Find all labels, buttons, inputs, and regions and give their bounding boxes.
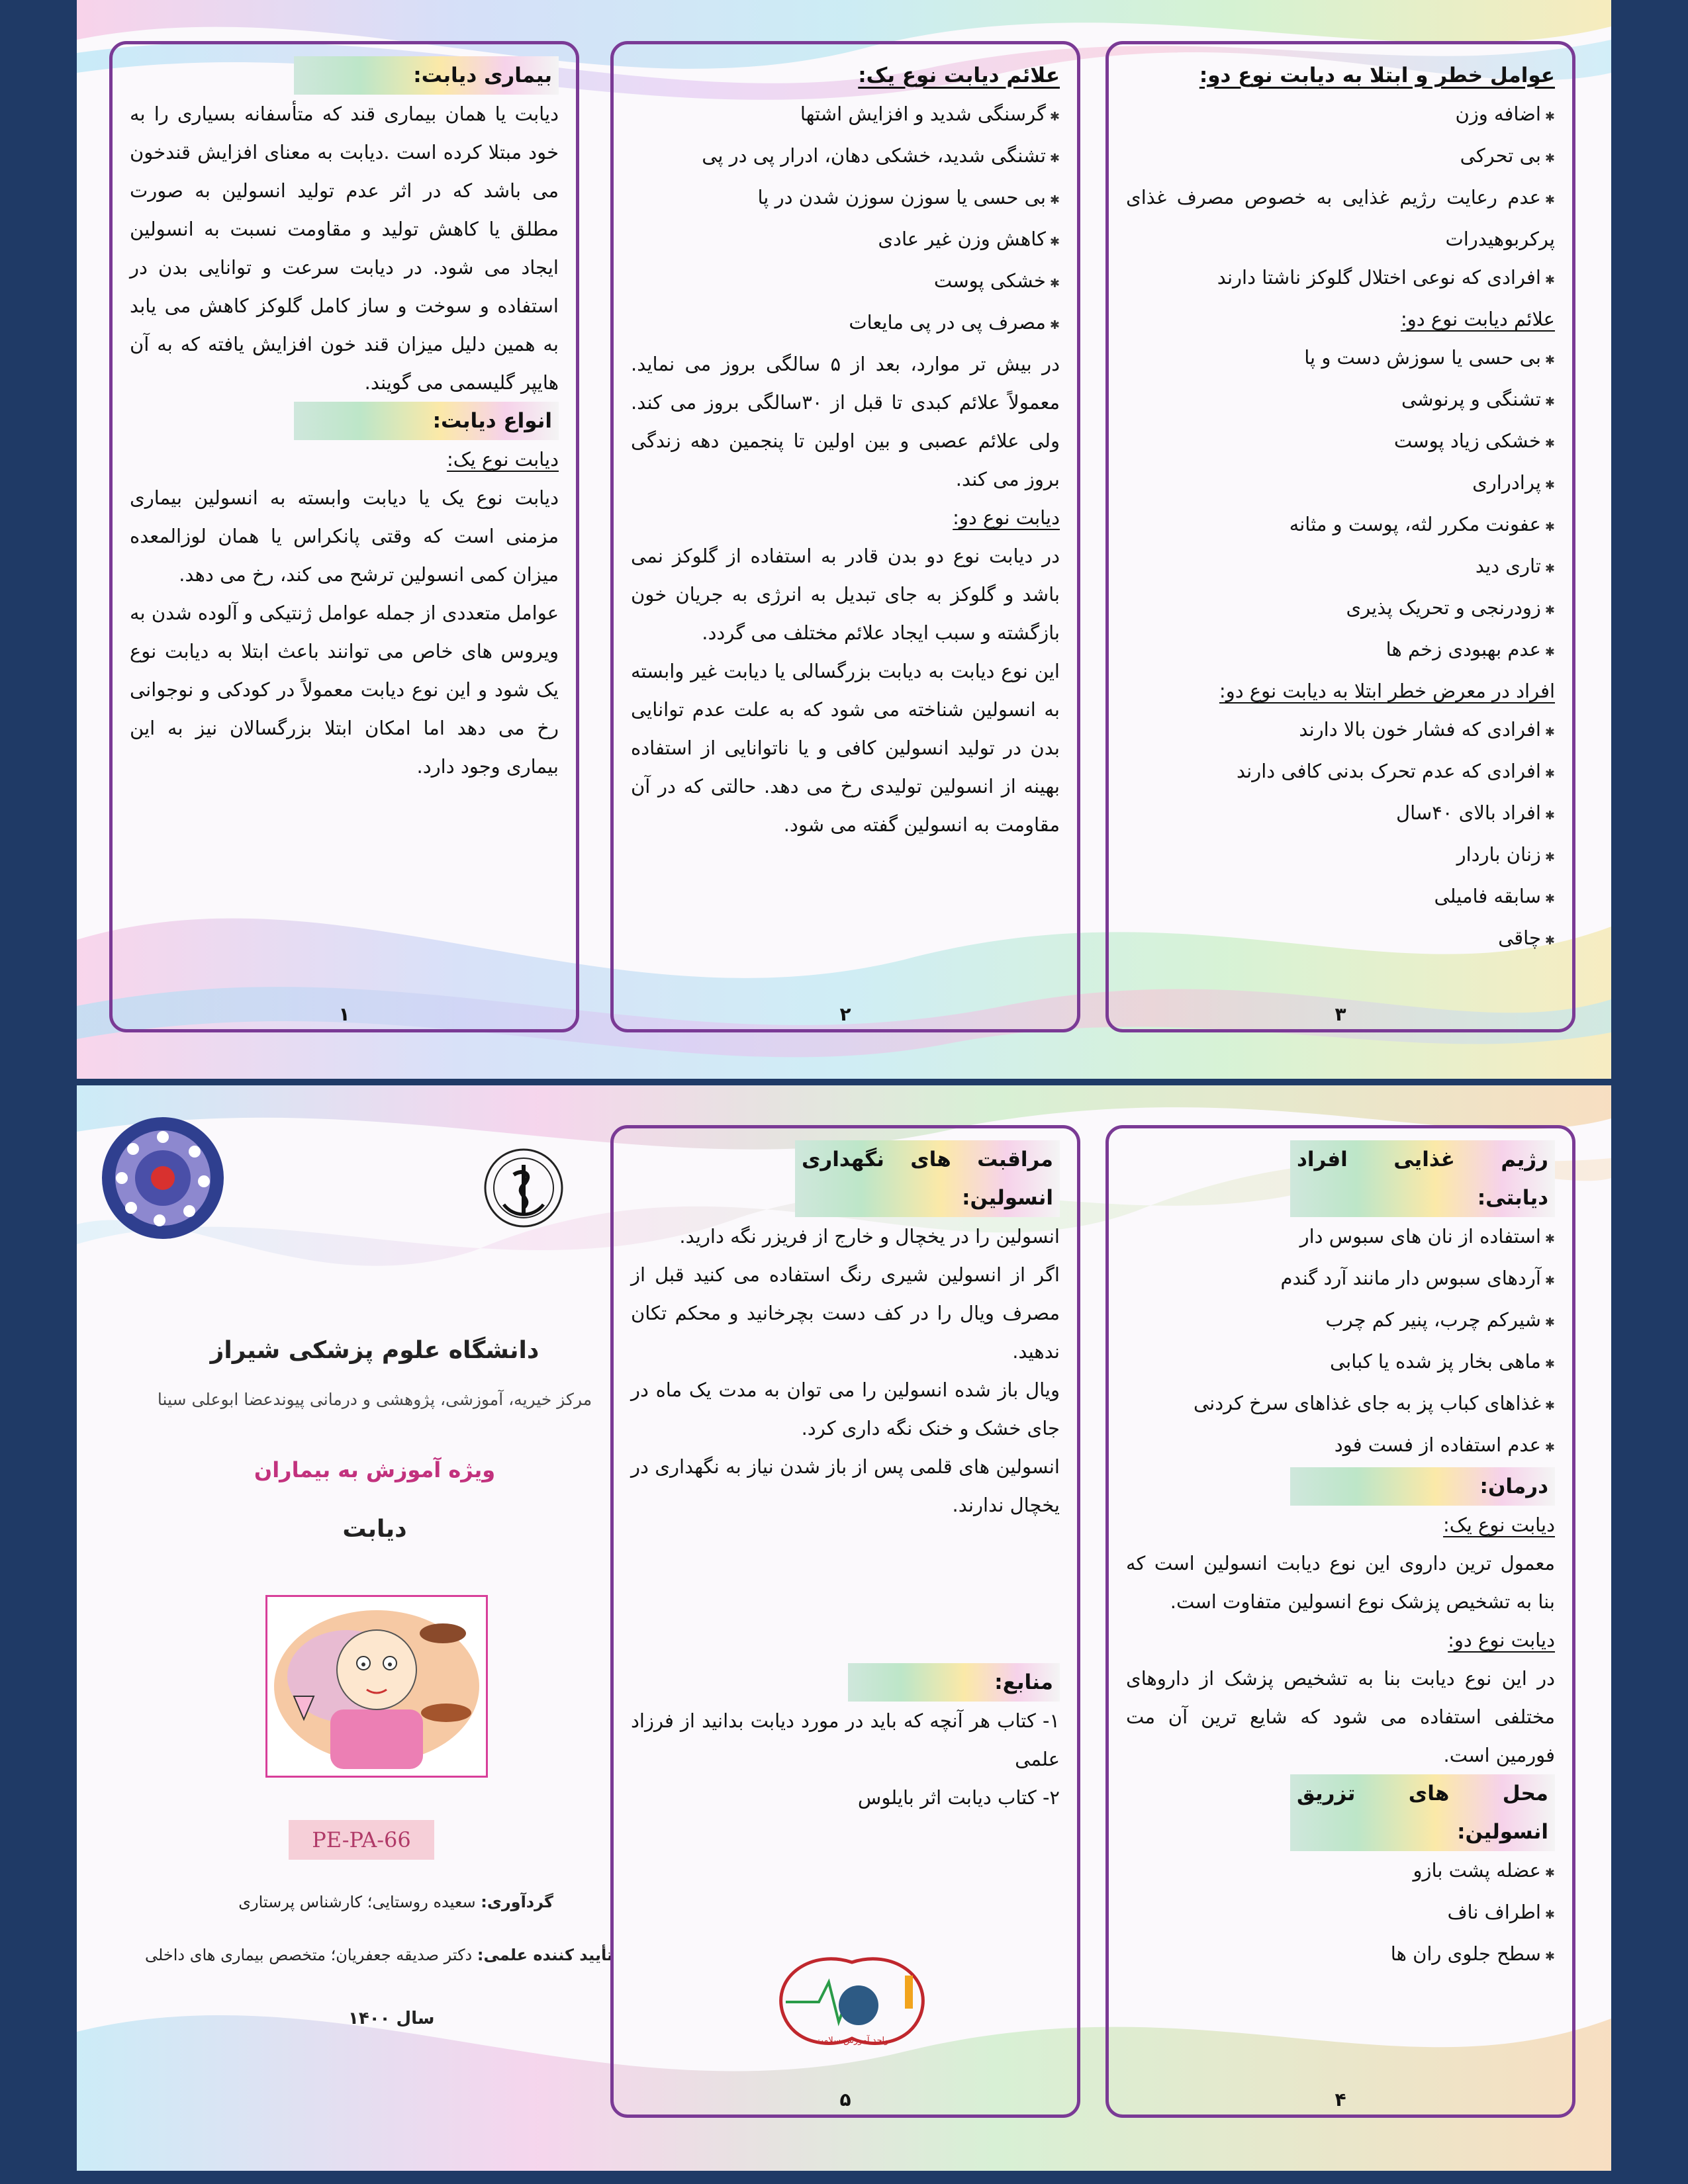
list-item: ✱ عدم رعایت رژیم غذایی به خصوص مصرف غذای پرکربوهیدرات	[1126, 178, 1555, 258]
page-number: ۴	[1335, 2089, 1346, 2111]
list-item: ✱ خشکی پوست	[631, 261, 1060, 303]
care-item: انسولین های قلمی پس از باز شدن نیاز به نگهداری در یخچال ندارند.	[631, 1455, 1060, 1516]
list-item: ✱ تشنگی و پرنوشی	[1126, 380, 1555, 422]
brochure-topic: دیابت	[342, 1516, 407, 1543]
care-item: اگر از انسولین شیری رنگ استفاده می کنید قبل از مصرف ویال را در کف دست بچرخانید و محکم تکان ندهید.	[631, 1263, 1060, 1363]
list-item: ✱ عدم استفاده از فست فود	[1126, 1426, 1555, 1467]
care-item: انسولین را در یخچال و خارج از فریزر نگه دارید.	[679, 1225, 1060, 1248]
subheading-type1: دیابت نوع یک:	[447, 448, 559, 471]
heading-risk-factors: عوامل خطر و ابتلا به دیابت نوع دو:	[1199, 64, 1555, 87]
list-item: ✱ زودرنجی و تحریک پذیری	[1126, 588, 1555, 630]
list-item: ✱ ماهی بخار پز شده یا کبابی	[1126, 1342, 1555, 1384]
heading-diet: رژیم غذایی افراد دیابتی:	[1290, 1140, 1555, 1217]
diabetes-illustration	[265, 1595, 488, 1778]
onset-note: در بیش تر موارد، بعد از ۵ سالگی بروز می نماید. معمولاً علائم کبدی تا قبل از ۳۰سالگی بروز می کند. ولی علائم عصبی و بین اولین تا پنجمین دهه زندگی بروز می کند.	[631, 353, 1060, 490]
subheading-treatment-type1: دیابت نوع یک:	[1443, 1514, 1555, 1536]
list-item: ✱ مصرف پی در پی مایعات	[631, 303, 1060, 345]
approver-name: دکتر صدیقه جعفریان؛ متخصص بیماری های داخلی	[144, 1946, 473, 1964]
panel-3-type2-risks	[1105, 41, 1575, 1032]
panel-5-insulin-care	[610, 1125, 1080, 2118]
list-item: ✱ افرادی که فشار خون بالا دارند	[1126, 710, 1555, 752]
heading-insulin-care: مراقبت های نگهداری انسولین:	[795, 1140, 1060, 1217]
page-number: ۳	[1335, 1003, 1346, 1025]
list-item: ✱ اطراف ناف	[1126, 1893, 1555, 1934]
panel-1-diabetes-intro	[109, 41, 579, 1032]
page-number: ۱	[338, 1003, 350, 1025]
type2-text-2: این نوع دیابت به دیابت بزرگسالی یا دیابت غیر وابسته به انسولین شناخته می شود که به علت عدم توانایی بدن در تولید انسولین کافی و یا ناتوانایی از استفاده بهینه از انسولین تولیدی رخ می دهد. حالتی که در آن مقاومت به انسولین گفته می شود.	[631, 660, 1060, 836]
year-value: ۱۴۰۰	[348, 2009, 391, 2028]
panel-2-type1-symptoms	[610, 41, 1080, 1032]
list-item: ✱ اضافه وزن	[1126, 95, 1555, 136]
list-item: ✱ شیرکم چرب، پنیر کم چرب	[1126, 1300, 1555, 1342]
list-item: ✱ افرادی که نوعی اختلال گلوکز ناشتا دارند	[1126, 258, 1555, 300]
page-number: ۵	[839, 2089, 851, 2111]
list-item: ✱ افرادی که عدم تحرک بدنی کافی دارند	[1126, 752, 1555, 794]
list-item: ✱ عفونت مکرر لثه، پوست و مثانه	[1126, 505, 1555, 547]
treatment-type2-text: در این نوع دیابت بنا به تشخیص پزشک از داروهای مختلفی استفاده می شود که شایع ترین آن مت فورمین است.	[1126, 1667, 1555, 1766]
collector-line	[110, 1893, 639, 1911]
approver-line	[110, 1946, 639, 1964]
page-number: ۲	[839, 1003, 851, 1025]
unit-logo-text: واحد آموزش سلامت	[815, 2036, 889, 2046]
heading-sources: منابع:	[848, 1663, 1060, 1702]
patient-education-label: ویژه آموزش به بیماران	[254, 1457, 496, 1482]
list-item: ✱ زنان باردار	[1126, 835, 1555, 877]
treatment-type1-text: معمول ترین داروی این نوع دیابت انسولین است که بنا به تشخیص پزشک نوع انسولین متفاوت است.	[1126, 1552, 1555, 1613]
source-item: ۱- کتاب هر آنچه که باید در مورد دیابت بدانید از فرزاد علمی	[631, 1709, 1060, 1770]
list-item: ✱ سابقه فامیلی	[1126, 877, 1555, 919]
diabetes-intro-text: دیابت یا همان بیماری قند که متأسفانه بسیاری را به خود مبتلا کرده است .دیابت به معنای افزایش قندخون می باشد که در اثر عدم تولید انسولین به صورت مطلق یا کاهش تولید و مقاومت نسبت به انسولین ایجاد می شود. در دیابت سرعت و توانایی بدن در استفاده و سوخت و ساز کامل گلوکز کاهش می یابد به همین دلیل میزان قند خون افزایش یافته که به آن هایپر گلیسمی می گویند.	[130, 103, 559, 394]
list-item: ✱ کاهش وزن غیر عادی	[631, 220, 1060, 261]
brochure-inside-sheet	[77, 1085, 1611, 2171]
cover-panel	[110, 1118, 639, 2151]
list-item: ✱ چاقی	[1126, 919, 1555, 960]
list-item: ✱ تشنگی شدید، خشکی دهان، ادرار پی در پی	[631, 136, 1060, 178]
list-item: ✱ غذاهای کباب پز به جای غذاهای سرخ کردنی	[1126, 1384, 1555, 1426]
subheading-at-risk: افراد در معرض خطر ابتلا به دیابت نوع دو:	[1219, 680, 1555, 702]
list-item: ✱ استفاده از نان های سبوس دار	[1126, 1217, 1555, 1259]
document-code: PE-PA-66	[289, 1820, 434, 1860]
year-label: سال	[396, 2009, 435, 2028]
heading-type1-symptoms: علائم دیابت نوع یک:	[858, 64, 1060, 87]
list-item: ✱ خشکی زیاد پوست	[1126, 422, 1555, 463]
brochure-outside-sheet	[77, 0, 1611, 1079]
list-item: ✱ افراد بالای ۴۰سال	[1126, 794, 1555, 835]
center-name: مرکز خیریه، آموزشی، پژوهشی و درمانی پیوندعضا ابوعلی سینا	[157, 1390, 592, 1409]
care-item: ویال باز شده انسولین را می توان به مدت یک ماه در جای خشک و خنک نگه داری کرد.	[631, 1379, 1060, 1439]
list-item: ✱ آردهای سبوس دار مانند آرد گندم	[1126, 1259, 1555, 1300]
list-item: ✱ عدم بهبودی زخم ها	[1126, 630, 1555, 672]
heading-types: انواع دیابت:	[294, 402, 559, 440]
heading-injection-sites: محل های تزریق انسولین:	[1290, 1774, 1555, 1851]
list-item: ✱ عضله پشت بازو	[1126, 1851, 1555, 1893]
subheading-treatment-type2: دیابت نوع دو:	[1448, 1629, 1555, 1651]
collector-label: گردآوری:	[481, 1893, 553, 1911]
list-item: ✱ تاری دید	[1126, 547, 1555, 588]
organ-transplant-center-logo	[97, 1112, 229, 1244]
list-item: ✱ بی حسی یا سوزش دست و پا	[1126, 338, 1555, 380]
health-education-unit-logo	[766, 1949, 938, 2048]
source-item: ۲- کتاب دیابت اثر بایلوس	[857, 1786, 1060, 1809]
type1-cause-text: عوامل متعددی از جمله عوامل ژنتیکی و آلوده شدن به ویروس های خاص می توانند باعث ابتلا به دیابت نوع یک شود و این نوع دیابت معمولاً در کودکی و نوجوانی رخ می دهد اما امکان ابتلا بزرگسالان نیز به این بیماری وجود دارد.	[130, 602, 559, 778]
panel-4-diet-treatment	[1105, 1125, 1575, 2118]
list-item: ✱ گرسنگی شدید و افزایش اشتها	[631, 95, 1060, 136]
type2-text: در دیابت نوع دو بدن قادر به استفاده از گلوکز نمی باشد و گلوکز به جای تبدیل به انرژی به جریان خون بازگشته و سبب ایجاد علائم مختلف می گردد.	[631, 545, 1060, 644]
list-item: ✱ بی تحرکی	[1126, 136, 1555, 178]
subheading-type2-symptoms: علائم دیابت نوع دو:	[1400, 308, 1555, 330]
shiraz-university-logo	[477, 1142, 570, 1241]
university-name: دانشگاه علوم پزشکی شیراز	[210, 1337, 539, 1364]
type1-text: دیابت نوع یک یا دیابت وابسته به انسولین بیماری مزمنی است که وقتی پانکراس یا همان لوزالمعده میزان کمی انسولین ترشح می کند، رخ می دهد.	[130, 486, 559, 586]
list-item: ✱ بی حسی یا سوزن سوزن شدن در پا	[631, 178, 1060, 220]
approver-label: تأیید کننده علمی:	[477, 1946, 613, 1964]
heading-treatment: درمان:	[1290, 1467, 1555, 1506]
list-item: ✱ پرادراری	[1126, 463, 1555, 505]
collector-name: سعیده روستایی؛ کارشناس پرستاری	[238, 1893, 476, 1911]
subheading-type2: دیابت نوع دو:	[953, 506, 1060, 529]
publication-year	[348, 2009, 434, 2028]
heading-diabetes: بیماری دیابت:	[294, 56, 559, 95]
list-item: ✱ سطح جلوی ران ها	[1126, 1934, 1555, 1976]
